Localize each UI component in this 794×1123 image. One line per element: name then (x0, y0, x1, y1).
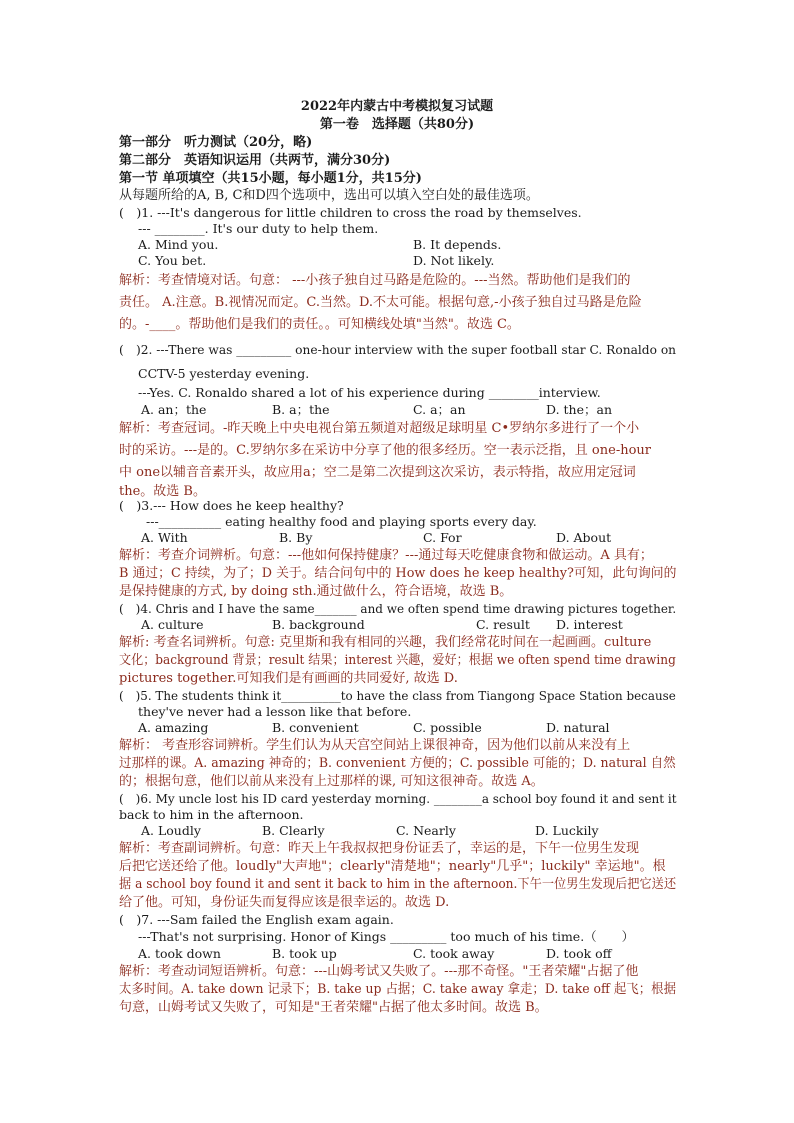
q3-explanation-line1: 解析：考查介词辨析。句意：---他如何保持健康？---通过每天吃健康食物和做运动。A 具有； (119, 548, 653, 563)
q2-explanation-line2: 时的采访。---是的。C.罗纳尔多在采访中分享了他的很多经历。空一表示泛指，且 one-hour (119, 443, 651, 458)
q2-explanation-line3: 中 one以辅音音素开头，故应用a；空二是第二次提到这次采访，表示特指，故应用定冠词 (119, 465, 636, 480)
q7-option-c: C. took away (413, 946, 495, 961)
q2-stem-response: ---Yes. C. Ronaldo shared a lot of his experience during ________interview. (138, 385, 601, 400)
q3-explanation-line2: B 通过；C 持续，为了；D 关于。结合问句中的 How does he keep healthy?可知，此句询问的 (119, 566, 677, 581)
q5-option-a: A. amazing (138, 720, 209, 735)
q2-option-c: C. a；an (413, 402, 466, 417)
q7-stem: ( )7. ---Sam failed the English exam again. (119, 912, 394, 927)
q7-option-d: D. took off (546, 946, 612, 961)
part-two-heading: 第二部分 英语知识运用（共两节，满分30分) (119, 153, 391, 168)
q1-option-c: C. You bet. (138, 253, 207, 268)
q3-stem-response: ---__________ eating healthy food and playing sports every day. (146, 514, 537, 529)
q3-option-c: C. For (423, 530, 462, 545)
q7-explanation-line3: 句意，山姆考试又失败了，可知是"王者荣耀"占据了他太多时间。故选 B。 (119, 1000, 548, 1015)
q5-option-c: C. possible (413, 720, 482, 735)
exam-subtitle: 第一卷 选择题（共80分) (319, 117, 475, 132)
q6-option-a: A. Loudly (141, 823, 201, 838)
q7-option-b: B. took up (272, 946, 337, 961)
q1-stem-response: --- ________. It's our duty to help them. (138, 221, 379, 236)
q1-explanation-line2: 责任。 A.注意。B.视情况而定。C.当然。D.不太可能。根据句意,-小孩子独自过马路是危险 (119, 295, 642, 310)
q3-option-b: B. By (279, 530, 313, 545)
q2-option-d: D. the；an (546, 402, 612, 417)
q7-explanation-line1: 解析：考查动词短语辨析。句意：---山姆考试又失败了。---那不奇怪。"王者荣耀"占据了他 (119, 964, 639, 979)
q7-stem-response: ---That's not surprising. Honor of Kings _________ too much of his time.（ ） (138, 929, 635, 944)
q6-stem-line2: back to him in the afternoon. (119, 807, 304, 822)
q6-explanation-line4: 给了他。可知，身份证失而复得应该是很幸运的。故选 D. (119, 895, 450, 910)
q1-stem: ( )1. ---It's dangerous for little children to cross the road by themselves. (119, 205, 582, 220)
q2-option-a: A. an；the (141, 402, 207, 417)
q7-explanation-line2: 太多时间。A. take down 记录下；B. take up 占据；C. take away 拿走；D. take off 起飞；根据 (119, 982, 677, 997)
q2-stem-line2: CCTV-5 yesterday evening. (138, 366, 310, 381)
q5-explanation-line1: 解析： 考查形容词辨析。学生们认为从天宫空间站上课很神奇，因为他们以前从来没有上 (119, 738, 631, 753)
q1-explanation-line3: 的。-____。帮助他们是我们的责任。。可知横线处填"当然"。故选 C。 (119, 317, 520, 332)
q5-stem-line2: they've never had a lesson like that before. (138, 704, 412, 719)
q4-option-c: C. result (476, 617, 530, 632)
q7-option-a: A. took down (138, 946, 221, 961)
q5-option-d: D. natural (546, 720, 610, 735)
q5-option-b: B. convenient (272, 720, 359, 735)
part-one-heading: 第一部分 听力测试（20分，略) (119, 135, 313, 150)
q1-explanation-line1: 解析：考查情境对话。句意： ---小孩子独自过马路是危险的。---当然。帮助他们是我们的 (119, 273, 631, 288)
q6-option-c: C. Nearly (396, 823, 456, 838)
q2-explanation-line4: the。故选 B。 (119, 484, 206, 499)
q5-explanation-line2: 过那样的课。A. amazing 神奇的；B. convenient 方便的；C. possible 可能的；D. natural 自然 (119, 756, 676, 771)
instructions: 从每题所给的A, B, C和D四个选项中，选出可以填入空白处的最佳选项。 (119, 188, 539, 203)
q6-option-b: B. Clearly (262, 823, 325, 838)
q5-stem: ( )5. The students think it__________to have the class from Tiangong Space Station because (119, 688, 676, 703)
q6-explanation-line1: 解析：考查副词辨析。句意：昨天上午我叔叔把身份证丢了，幸运的是，下午一位男生发现 (119, 841, 640, 856)
q6-option-d: D. Luckily (535, 823, 599, 838)
q1-option-b: B. It depends. (413, 237, 502, 252)
q2-explanation-line1: 解析：考查冠词。-昨天晚上中央电视台第五频道对超级足球明星 C•罗纳尔多进行了一个小 (119, 421, 640, 436)
section-one-heading: 第一节 单项填空（共15小题，每小题1分，共15分) (119, 171, 422, 186)
q4-option-d: D. interest (556, 617, 623, 632)
q4-option-b: B. background (272, 617, 365, 632)
q4-explanation-line1: 解析: 考查名词辨析。句意: 克里斯和我有相同的兴趣，我们经常花时间在一起画画。culture (119, 635, 652, 650)
q4-explanation-line3: pictures together.可知我们是有画画的共同爱好, 故选 D. (119, 671, 458, 686)
q3-stem: ( )3.--- How does he keep healthy? (119, 498, 344, 513)
q4-explanation-line2: 文化；background 背景；result 结果；interest 兴趣，爱好；根据 we often spend time drawing (119, 653, 676, 668)
q6-stem: ( )6. My uncle lost his ID card yesterday morning. ________a school boy found it and sent it (119, 791, 677, 806)
q1-option-d: D. Not likely. (413, 253, 495, 268)
exam-title: 2022年内蒙古中考模拟复习试题 (300, 99, 494, 114)
q4-stem: ( )4. Chris and I have the same_______ and we often spend time drawing pictures together. (119, 601, 677, 616)
q4-option-a: A. culture (141, 617, 204, 632)
q3-option-d: D. About (556, 530, 612, 545)
q1-option-a: A. Mind you. (138, 237, 219, 252)
q2-option-b: B. a；the (272, 402, 330, 417)
q6-explanation-line2: 后把它送还给了他。loudly"大声地"；clearly"清楚地"；nearly"几乎"；luckily" 幸运地"。根 (119, 859, 666, 874)
q5-explanation-line3: 的；根据句意，他们以前从来没有上过那样的课, 可知这很神奇。故选 A。 (119, 774, 544, 789)
q2-stem: ( )2. ---There was _________ one-hour interview with the super football star C. Ronaldo on (119, 342, 677, 357)
q3-option-a: A. With (141, 530, 188, 545)
q6-explanation-line3: 据 a school boy found it and sent it back to him in the afternoon.下午一位男生发现后把它送还 (119, 877, 677, 892)
q3-explanation-line3: 是保持健康的方式, by doing sth.通过做什么，符合语境，故选 B。 (119, 584, 513, 599)
